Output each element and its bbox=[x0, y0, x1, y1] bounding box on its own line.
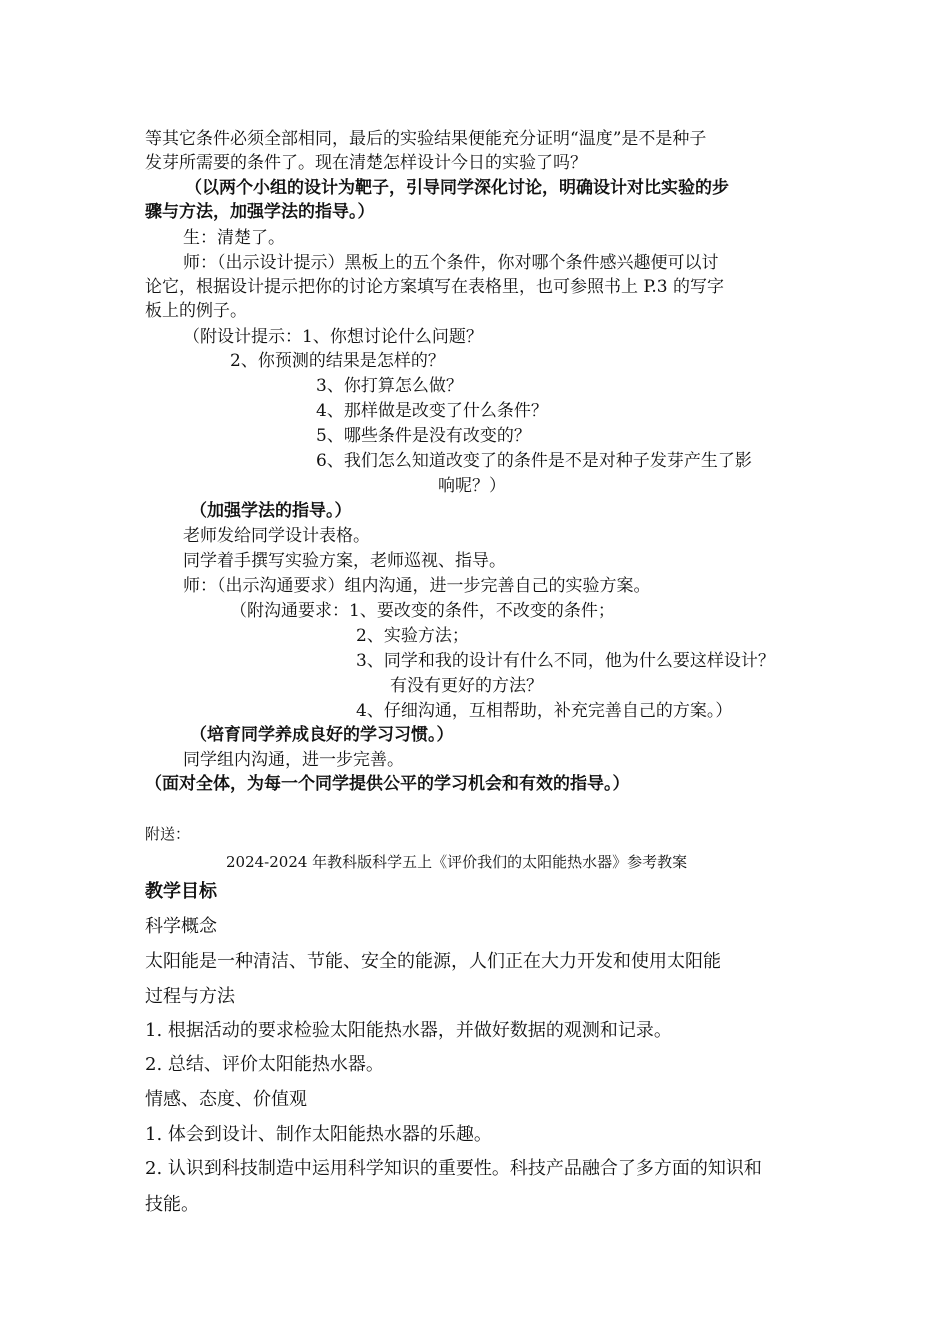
student-line: 生：清楚了。 bbox=[183, 228, 285, 248]
design-hint-line: 6、我们怎么知道改变了的条件是不是对种子发芽产生了影 bbox=[316, 451, 752, 471]
paragraph-line: 等其它条件必须全部相同，最后的实验结果便能充分证明“温度”是不是种子 bbox=[145, 129, 707, 149]
paragraph-line: 板上的例子。 bbox=[145, 301, 247, 321]
paragraph-line: 同学着手撰写实验方案，老师巡视、指导。 bbox=[183, 551, 506, 571]
design-hint-line: 4、那样做是改变了什么条件？ bbox=[316, 401, 548, 421]
design-hint-line: （附设计提示：1、你想讨论什么问题？ bbox=[183, 327, 483, 347]
paragraph-line: 论它，根据设计提示把你的讨论方案填写在表格里，也可参照书上 P.3 的写字 bbox=[145, 277, 725, 297]
design-hint-line: 5、哪些条件是没有改变的？ bbox=[316, 426, 531, 446]
teacher-line: 师：（出示沟通要求）组内沟通，进一步完善自己的实验方案。 bbox=[183, 576, 651, 596]
list-item: 1. 根据活动的要求检验太阳能热水器，并做好数据的观测和记录。 bbox=[145, 1020, 672, 1041]
design-hint-line: 3、你打算怎么做？ bbox=[316, 376, 463, 396]
paragraph-line: 同学组内沟通，进一步完善。 bbox=[183, 750, 404, 770]
bold-note-line: （面对全体，为每一个同学提供公平的学习机会和有效的指导。） bbox=[145, 774, 630, 794]
appendix-title: 2024-2024 年教科版科学五上《评价我们的太阳能热水器》参考教案 bbox=[226, 853, 688, 871]
communication-line: 4、仔细沟通，互相帮助，补充完善自己的方案。） bbox=[356, 701, 733, 721]
bold-note-line: 骤与方法，加强学法的指导。） bbox=[145, 202, 375, 222]
list-item: 技能。 bbox=[145, 1194, 199, 1215]
design-hint-line: 2、你预测的结果是怎样的？ bbox=[230, 351, 445, 371]
communication-line: 2、实验方法； bbox=[356, 626, 469, 646]
list-item: 1. 体会到设计、制作太阳能热水器的乐趣。 bbox=[145, 1124, 492, 1145]
communication-line: 有没有更好的方法？ bbox=[390, 676, 543, 696]
communication-line: 3、同学和我的设计有什么不同，他为什么要这样设计？ bbox=[356, 651, 775, 671]
paragraph-line: 发芽所需要的条件了。现在清楚怎样设计今日的实验了吗？ bbox=[145, 153, 587, 173]
list-item: 2. 总结、评价太阳能热水器。 bbox=[145, 1054, 384, 1075]
appendix-label: 附送： bbox=[145, 825, 191, 843]
teacher-line: 师：（出示设计提示）黑板上的五个条件，你对哪个条件感兴趣便可以讨 bbox=[183, 253, 719, 273]
bold-note-line: （加强学法的指导。） bbox=[190, 501, 352, 521]
communication-line: （附沟通要求：1、要改变的条件，不改变的条件； bbox=[230, 601, 615, 621]
design-hint-line: 响呢？） bbox=[438, 476, 506, 496]
subsection-heading: 科学概念 bbox=[145, 916, 217, 937]
section-heading: 教学目标 bbox=[145, 881, 217, 902]
list-item: 2. 认识到科技制造中运用科学知识的重要性。科技产品融合了多方面的知识和 bbox=[145, 1158, 762, 1179]
paragraph-line: 老师发给同学设计表格。 bbox=[183, 526, 370, 546]
subsection-heading: 情感、态度、价值观 bbox=[145, 1089, 307, 1110]
bold-note-line: （培育同学养成良好的学习习惯。） bbox=[190, 725, 454, 745]
paragraph-line: 太阳能是一种清洁、节能、安全的能源，人们正在大力开发和使用太阳能 bbox=[145, 951, 721, 972]
subsection-heading: 过程与方法 bbox=[145, 986, 235, 1007]
bold-note-line: （以两个小组的设计为靶子，引导同学深化讨论，明确设计对比实验的步 bbox=[185, 178, 729, 198]
